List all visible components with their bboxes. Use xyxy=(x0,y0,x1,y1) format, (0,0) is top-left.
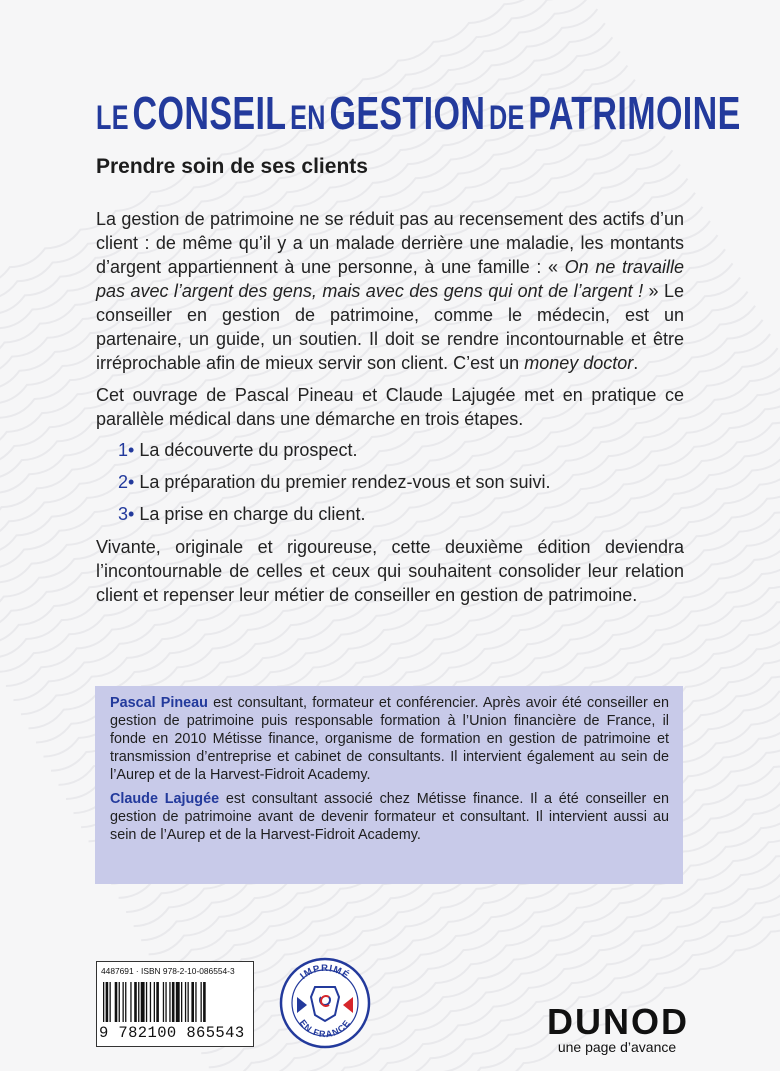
title-word-conseil: CONSEIL xyxy=(132,87,287,139)
made-in-france-badge-icon xyxy=(279,957,371,1049)
book-subtitle: Prendre soin de ses clients xyxy=(96,155,368,178)
steps-list xyxy=(118,439,684,525)
barcode-digits: 9 782100 865543 xyxy=(99,1024,245,1042)
barcode-icon xyxy=(103,982,249,1024)
author-bio: Claude Lajugée est consultant associé chez Métisse finance. Il a été conseiller en gestion de patrimoine avant de devenir formateur et consultant. Il intervient aussi au sein de l’Aurep et de la Harvest-Fidroit Academy. xyxy=(110,791,670,843)
step-number: 1• xyxy=(118,440,135,460)
conclusion-paragraph: Vivante, originale et rigoureuse, cette deuxième édition deviendra l’incontournable de celles et ceux qui souhaitent consolider leur relation client et repenser leur métier de conseiller en gestion de patrimoine. xyxy=(96,537,684,605)
list-item: 1• La découverte du prospect. xyxy=(118,440,358,460)
publisher-name: DUNOD xyxy=(547,1001,689,1042)
title-word-gestion: GESTION xyxy=(329,87,486,139)
list-item: 2• La préparation du premier rendez-vous et son suivi. xyxy=(118,472,551,492)
publisher-logo xyxy=(547,1003,687,1055)
intro-quote: On ne travaille pas avec l’argent des gens, mais avec des gens qui ont de l’argent ! xyxy=(96,257,684,301)
intro-paragraph: La gestion de patrimoine ne se réduit pas au recensement des actifs d’un client : de même qu’il y a un malade derrière une maladie, les montants d’argent appartiennent à une personne, à une famille : « On ne travaille pas avec l’argent des gens, mais avec des gens qui ont de l’argent ! » Le conseiller en gestion de patrimoine, comme le médecin, est un partenaire, un guide, un soutien. Il doit se rendre incontournable et être irréprochable afin de mieux servir son client. C’est un money doctor. xyxy=(96,209,684,373)
isbn-line: 4487691 · ISBN 978-2-10-086554-3 xyxy=(101,966,235,976)
title-word-en: EN xyxy=(290,99,326,137)
author-name: Claude Lajugée xyxy=(110,791,220,807)
badge-bottom-text: EN FRANCE xyxy=(297,1017,353,1040)
list-item: 3• La prise en charge du client. xyxy=(118,504,366,524)
author-name: Pascal Pineau xyxy=(110,695,208,711)
title-word-le: LE xyxy=(96,99,129,137)
authors-box xyxy=(95,686,683,884)
method-paragraph: Cet ouvrage de Pascal Pineau et Claude Lajugée met en pratique ce parallèle médical dans une démarche en trois étapes. xyxy=(96,385,684,429)
publisher-tagline: une page d’avance xyxy=(557,1039,677,1055)
money-doctor-term: money doctor xyxy=(524,353,634,373)
description xyxy=(96,207,684,615)
step-number: 2• xyxy=(118,472,135,492)
isbn-barcode xyxy=(96,961,254,1047)
book-title xyxy=(96,86,741,140)
step-number: 3• xyxy=(118,504,135,524)
title-word-de: DE xyxy=(488,99,525,137)
author-bio: Pascal Pineau est consultant, formateur et conférencier. Après avoir été conseiller en gestion de patrimoine puis responsable formation à l’Union financière de France, il fonde en 2010 Métisse finance, organisme de formation en gestion de patrimoine et transmission d’entreprise et cabinet de consultants. Il intervient également au sein de l’Aurep et de la Harvest-Fidroit Academy. xyxy=(110,695,670,783)
title-word-patrimoine: PATRIMOINE xyxy=(528,87,741,139)
badge-top-text: IMPRIMÉ xyxy=(298,963,352,982)
